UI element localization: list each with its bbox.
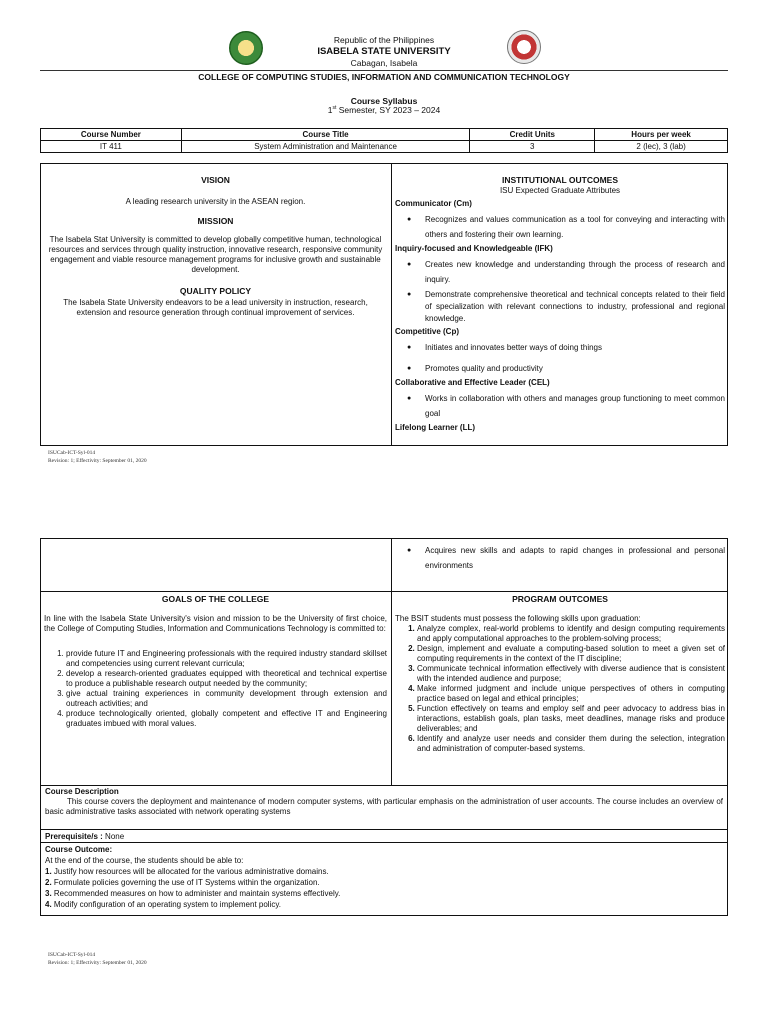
footer-revision: Revision: 1; Effectivity: September 01, 2020 [48,960,147,966]
quality-policy-title: QUALITY POLICY [179,286,252,296]
list-item: ● Promotes quality and productivity [425,361,725,376]
prerequisites-section [45,832,723,841]
vision-text: A leading research university in the ASEAN region. [125,197,306,206]
course-table-header [41,129,728,141]
republic-line: Republic of the Philippines [333,35,435,45]
semester-line: 1st Semester, SY 2023 – 2024 [327,105,441,115]
list-item: ● Recognizes and values communication as a tool for conveying and interacting with others and fostering their own learning. [425,212,725,242]
list-item: ● Creates new knowledge and understanding through the process of research and inquiry. [425,257,725,287]
list-item: 5. Function effectively on teams and employ self and peer advocacy to address bias in interactions, establish goals, plan tasks, meet deadlines, manage risks and produce deliverables; and [417,704,725,734]
college-name: COLLEGE OF COMPUTING STUDIES, INFORMATION AND COMMUNICATION TECHNOLOGY [198,72,570,82]
course-info-table [40,128,728,153]
row-divider [40,842,728,843]
list-item: 2. Formulate policies governing the use of IT Systems within the organization. [45,878,320,887]
list-item: 2. develop a research-oriented graduates equipped with theoretical and technical expertise to produce a publishable research output needed by the community; [66,669,387,689]
io-continued [395,543,725,575]
list-item: 4. produce technologically oriented, globally competent and effective IT and Engineering graduates imbued with moral values. [66,709,387,729]
course-outcome-section [45,844,723,910]
list-item: 4. Make informed judgment and include unique perspectives of others in computing practice based on legal and ethical principles; [417,684,725,704]
list-item: 1. provide future IT and Engineering professionals with the required industry standard skillset and competencies using current relevant curricula; [66,649,387,669]
io-title: INSTITUTIONAL OUTCOMES [501,175,618,185]
course-description-text: This course covers the deployment and maintenance of modern computer systems, with particular emphasis on the administration of user accounts. The course includes an overview of basic administrative tasks associated with network operating systems [45,797,723,816]
column-divider [391,538,392,786]
university-name: ISABELA STATE UNIVERSITY [317,46,451,57]
vision-title: VISION [201,175,230,185]
list-item: ● Demonstrate comprehensive theoretical and technical concepts related to their field of specialization with relevant connections to industry, professional and regional knowledge. [425,289,725,325]
goals-title: GOALS OF THE COLLEGE [161,594,270,604]
list-item: 2. Design, implement and evaluate a computing-based solution to meet a given set of computing requirements in the context of the IT discipline; [417,644,725,664]
prerequisites-value: None [102,832,125,841]
program-outcomes-section [395,594,725,754]
hours-per-week: 2 (lec), 3 (lab) [595,141,728,153]
goals-section [44,594,387,729]
course-description-section [45,787,723,817]
course-outcome-title: Course Outcome: [45,845,113,854]
course-number: IT 411 [41,141,182,153]
course-title: System Administration and Maintenance [181,141,470,153]
list-item: 3. Recommended measures on how to administer and maintain systems effectively. [45,889,341,898]
row-divider [40,785,728,786]
header-course-title: Course Title [181,129,470,141]
io-group-ll: Lifelong Learner (LL) [395,423,475,432]
vmq-column [44,166,387,318]
goals-intro: In line with the Isabela State University's vision and mission to be the University of first choice, the College of Computing Studies, Information and Communications Technology is committed to: [44,614,387,633]
prerequisites-label: Prerequisite/s : [45,832,103,841]
mission-title: MISSION [197,216,234,226]
list-item: 6. Identify and analyze user needs and consider them during the selection, integration and administration of computer-based systems. [417,734,725,754]
column-divider [391,163,392,446]
po-title: PROGRAM OUTCOMES [512,594,608,604]
list-item: 1. Justify how resources will be allocated for the various administrative domains. [45,867,329,876]
list-item: ● Works in collaboration with others and manages group functioning to meet common goal [425,391,725,421]
io-group-cel: Collaborative and Effective Leader (CEL) [395,378,550,387]
campus-line: Cabagan, Isabela [350,58,418,68]
po-intro: The BSIT students must possess the following skills upon graduation: [395,614,641,623]
io-subtitle: ISU Expected Graduate Attributes [499,186,621,195]
header-credit-units: Credit Units [470,129,595,141]
footer-code: ISUCab-ICT-Syl-014 [48,952,96,958]
footer-revision: Revision: 1; Effectivity: September 01, 2020 [48,458,147,464]
list-item: ● Initiates and innovates better ways of doing things [425,340,725,355]
header-divider [40,70,728,71]
mission-text: The Isabela Stat University is committed to develop globally competitive human, technological resources and services through quality instruction, innovative research, responsive community engagement and viable resource management programs for inclusive growth and sustainable development. [48,235,383,274]
page2-footer [48,951,147,967]
quality-policy-text: The Isabela State University endeavors to be a lead university in instruction, research, extension and resource generation through continual improvement of services. [63,298,368,317]
course-table-row [41,141,728,153]
institutional-outcomes [395,166,725,432]
list-item: 4. Modify configuration of an operating system to implement policy. [45,900,281,909]
list-item: 3. Communicate technical information effectively with diverse audience that is consistent with the intended audience and purpose; [417,664,725,684]
header-hours-per-week: Hours per week [595,129,728,141]
list-item: 1. Analyze complex, real-world problems to identify and design computing requirements and apply computational approaches to the problem-solving process; [417,624,725,644]
list-item: ● Acquires new skills and adapts to rapid changes in professional and personal environments [425,543,725,573]
io-group-competitive: Competitive (Cp) [395,327,459,336]
header-course-number: Course Number [41,129,182,141]
page1-footer [48,449,147,465]
row-divider [40,829,728,830]
io-group-ifk: Inquiry-focused and Knowledgeable (IFK) [395,244,553,253]
row-divider [40,591,728,592]
credit-units: 3 [470,141,595,153]
io-group-communicator: Communicator (Cm) [395,199,472,208]
doc-title: Course Syllabus [350,96,418,106]
list-item: 3. give actual training experiences in community development through extension and outreach activities; and [66,689,387,709]
course-description-title: Course Description [45,787,119,796]
course-outcome-intro: At the end of the course, the students should be able to: [45,856,244,865]
footer-code: ISUCab-ICT-Syl-014 [48,450,96,456]
